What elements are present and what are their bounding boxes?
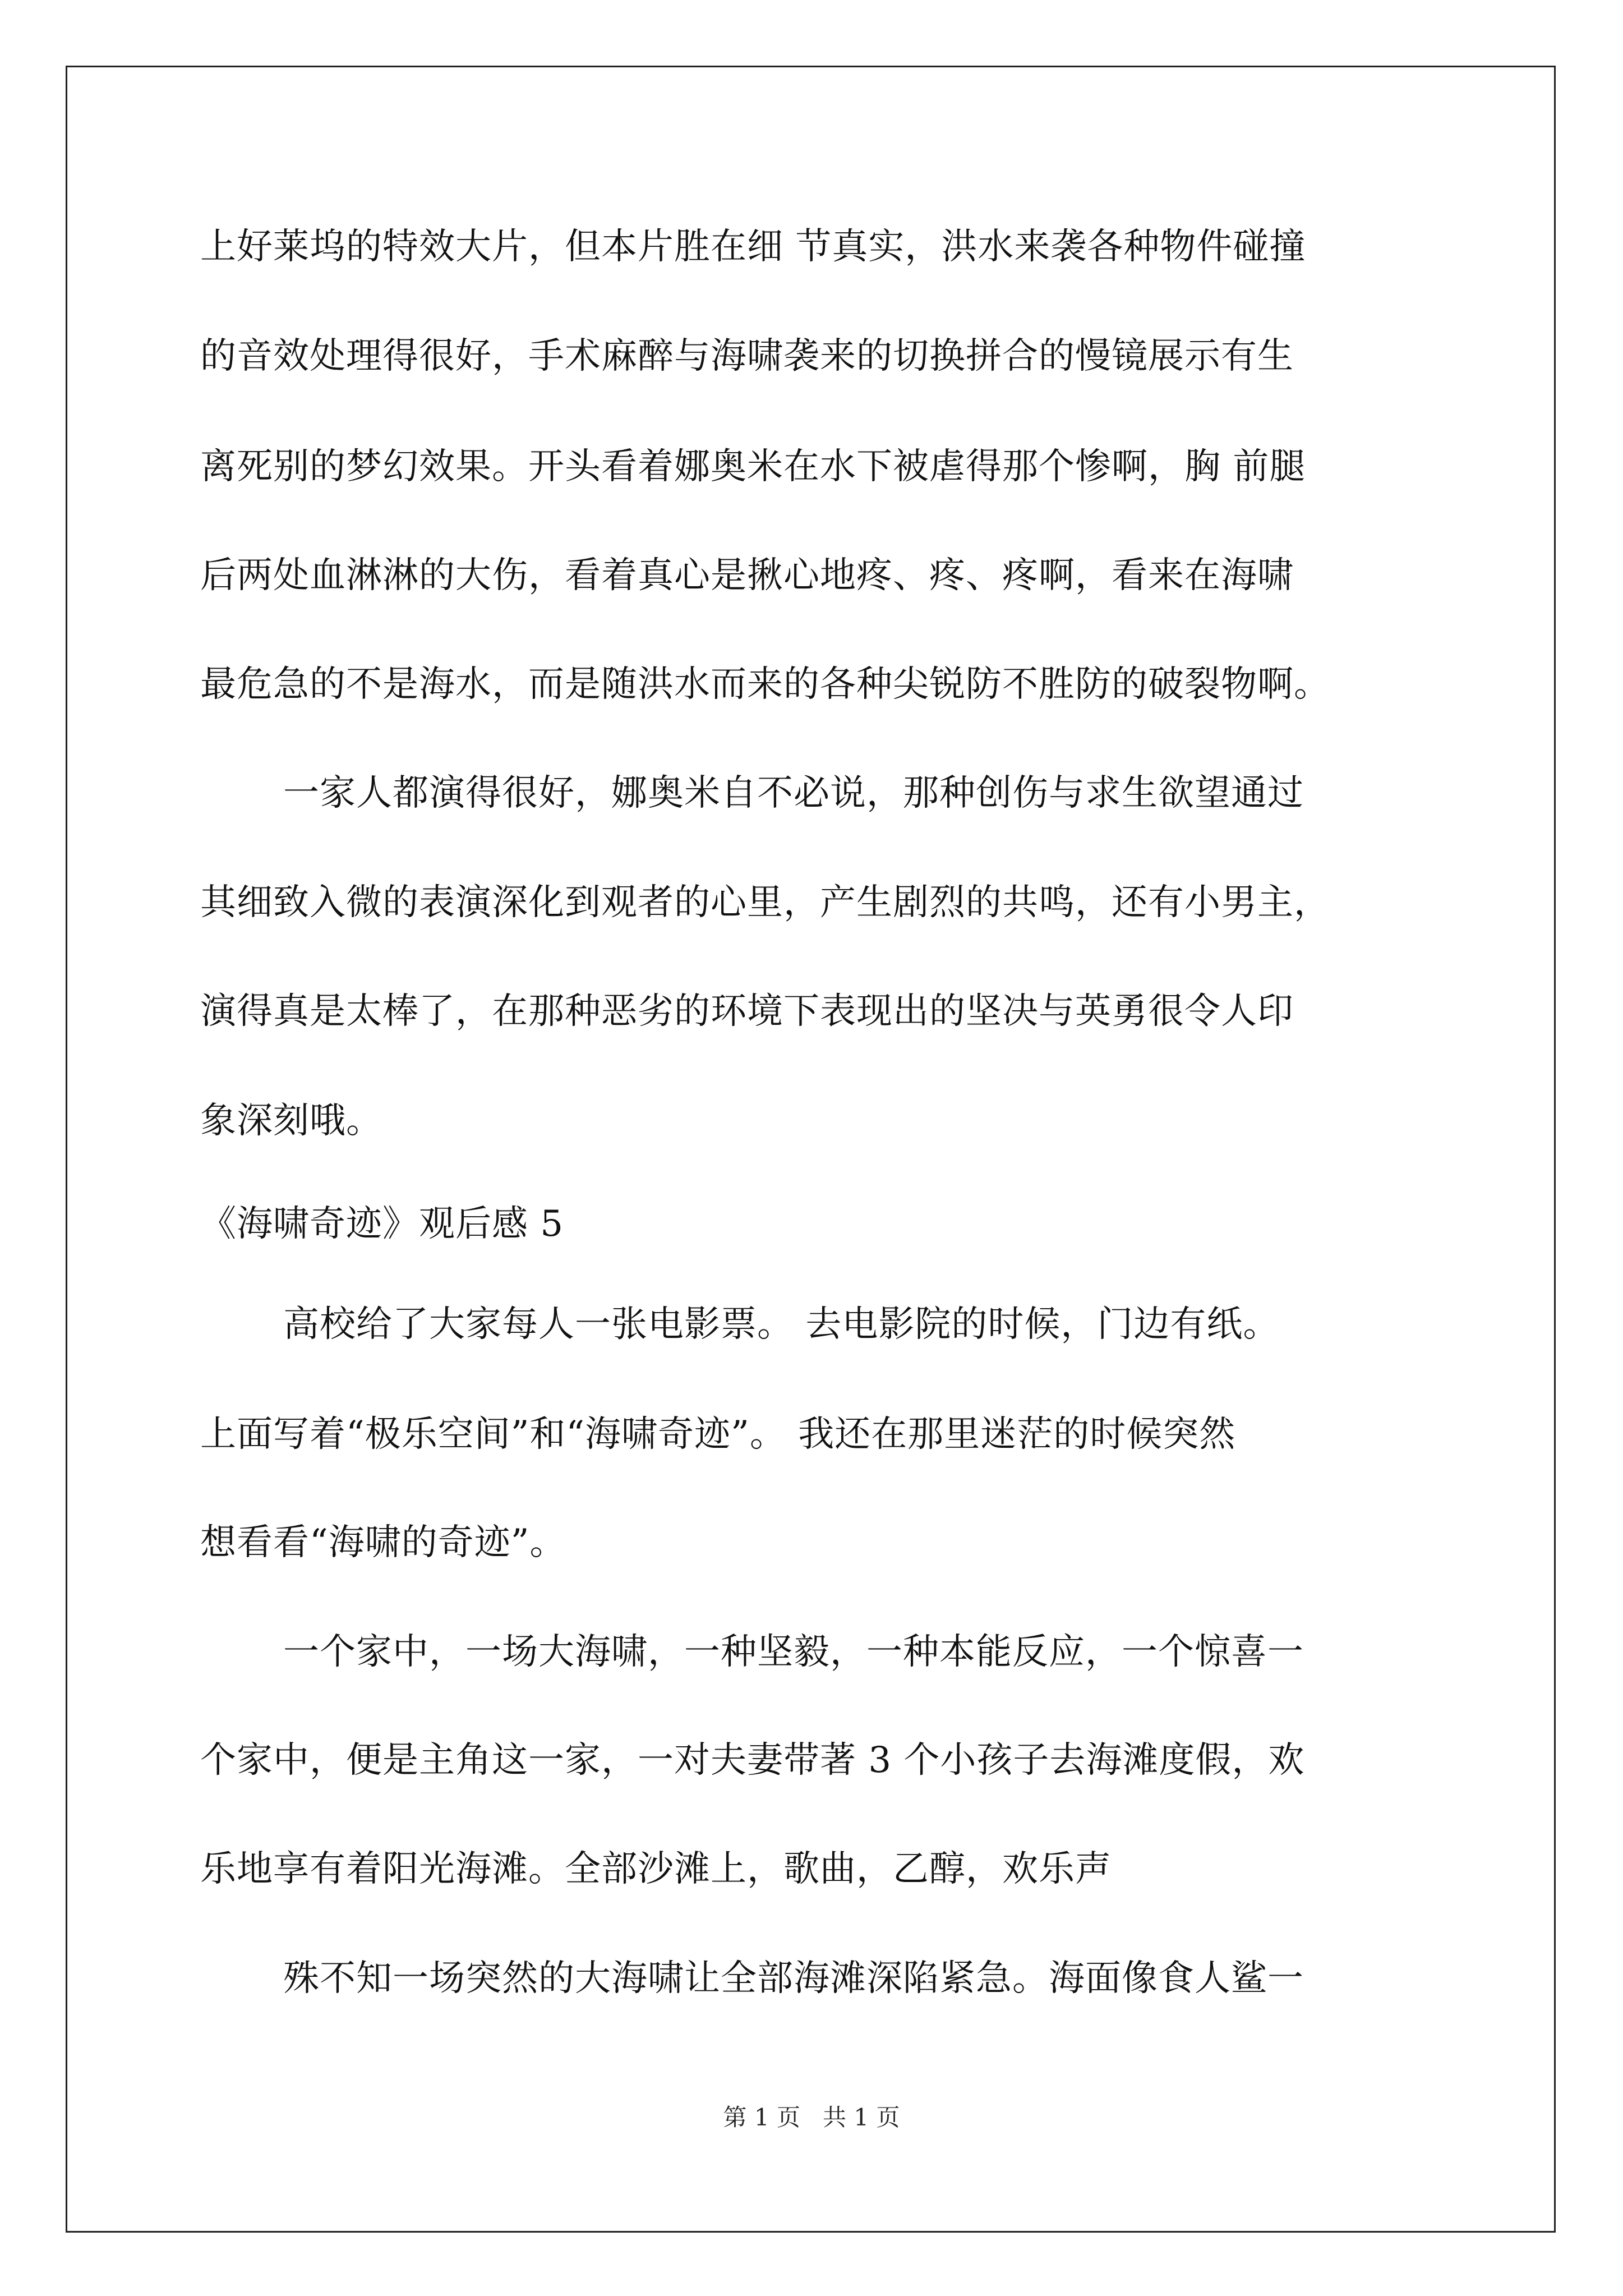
- text-line: 一个家中，一场大海啸，一种坚毅，一种本能反应，一个惊喜一: [283, 1631, 1304, 1673]
- text-line: 后两处血淋淋的大伤，看着真心是揪心地疼、疼、疼啊，看来在海啸: [200, 555, 1294, 596]
- text-line: 象深刻哦。: [200, 1100, 382, 1142]
- text-line: 最危急的不是海水，而是随洪水而来的各种尖锐防不胜防的破裂物啊。: [200, 664, 1330, 705]
- text-line: 其细致入微的表演深化到观者的心里，产生剧烈的共鸣，还有小男主，: [200, 882, 1330, 923]
- page-number: 第 1 页 共 1 页: [723, 2104, 900, 2131]
- text-line: 上好莱坞的特效大片，但本片胜在细 节真实，洪水来袭各种物件碰撞: [200, 226, 1306, 268]
- text-line: 上面写着“极乐空间”和“海啸奇迹”。 我还在那里迷茫的时候突然: [200, 1414, 1236, 1455]
- text-line: 个家中，便是主角这一家，一对夫妻带著 3 个小孩子去海滩度假，欢: [200, 1740, 1305, 1781]
- text-line: 离死别的梦幻效果。开头看着娜奥米在水下被虐得那个惨啊，胸 前腿: [200, 446, 1306, 487]
- text-line: 殊不知一场突然的大海啸让全部海滩深陷紧急。海面像食人鲨一: [283, 1958, 1304, 1999]
- text-line: 的音效处理得很好，手术麻醉与海啸袭来的切换拼合的慢镜展示有生: [200, 335, 1294, 377]
- text-line: 演得真是太棒了，在那种恶劣的环境下表现出的坚决与英勇很令人印: [200, 991, 1294, 1032]
- section-title: 《海啸奇迹》观后感 5: [200, 1203, 564, 1245]
- text-line: 一家人都演得很好，娜奥米自不必说，那种创伤与求生欲望通过: [283, 772, 1304, 814]
- page-border: [66, 66, 1556, 2233]
- text-line: 想看看“海啸的奇迹”。: [200, 1522, 566, 1563]
- text-line: 乐地享有着阳光海滩。全部沙滩上，歌曲，乙醇，欢乐声: [200, 1848, 1112, 1890]
- text-line: 高校给了大家每人一张电影票。 去电影院的时候，门边有纸。: [283, 1304, 1280, 1345]
